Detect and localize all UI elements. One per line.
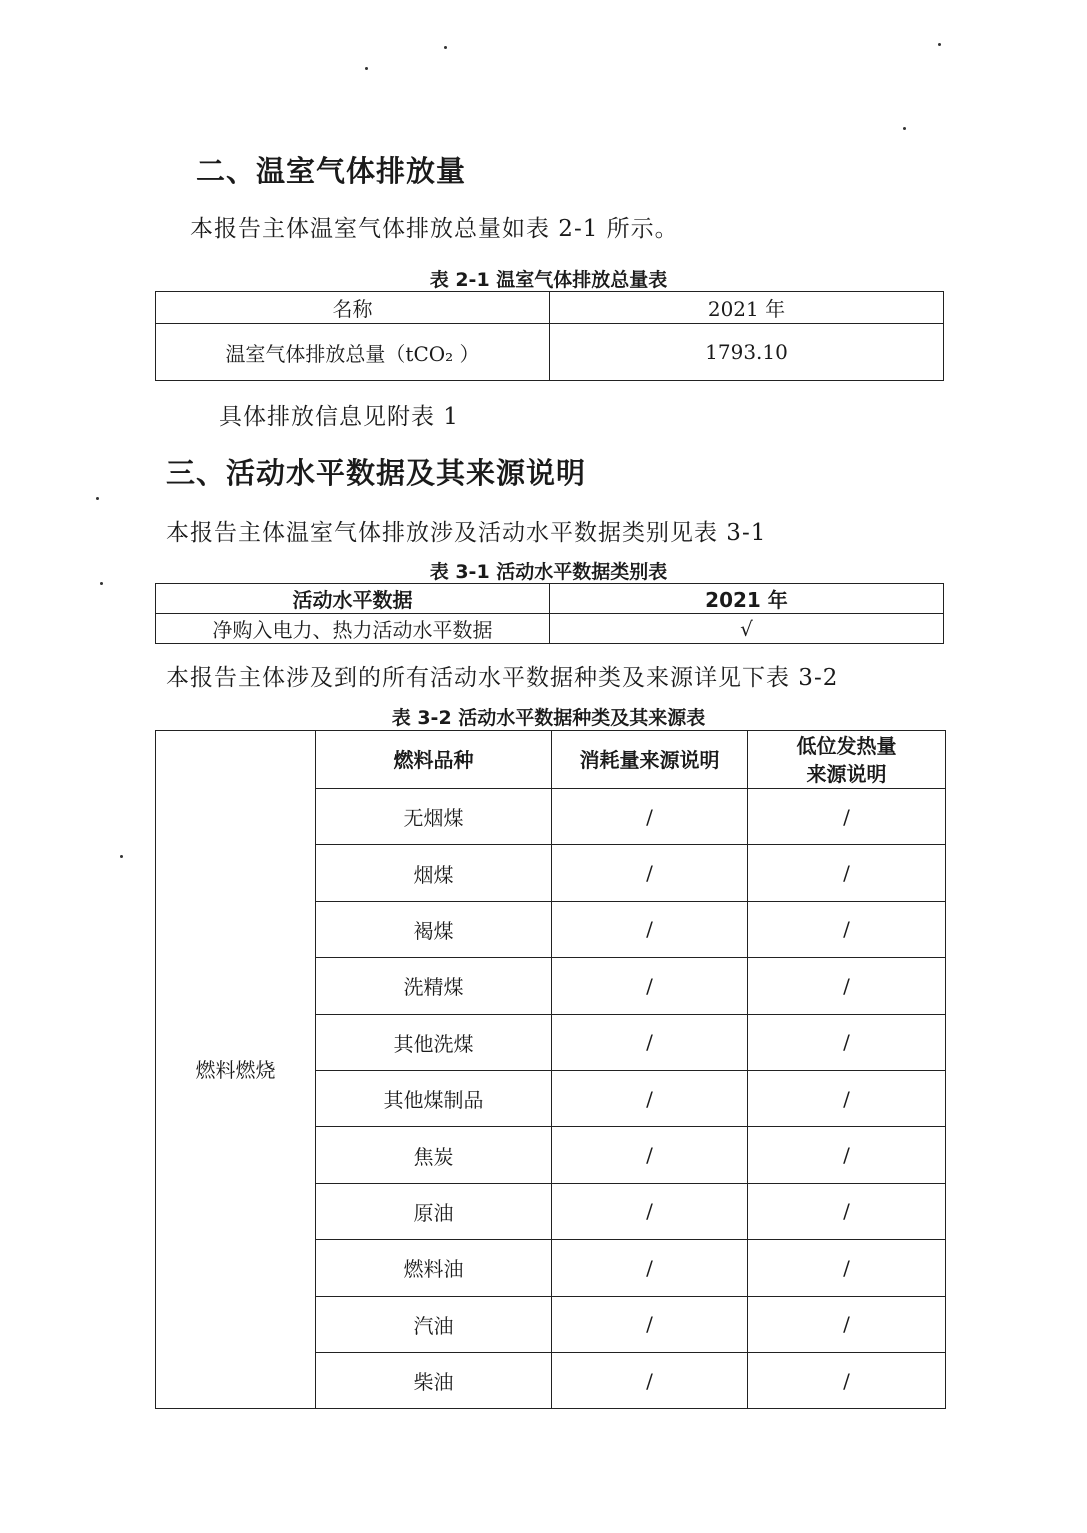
table-3-2-cell-heat: /	[748, 1240, 946, 1296]
table-2-1-row-value: 1793.10	[550, 324, 944, 381]
table-3-2-cell-fuel: 无烟煤	[316, 789, 552, 845]
table-3-1-row-check: √	[550, 614, 944, 644]
table-2-1	[155, 291, 944, 381]
speck	[96, 497, 99, 500]
table-3-2-cell-heat: /	[748, 1183, 946, 1239]
table-3-2-cell-fuel: 褐煤	[316, 901, 552, 957]
table-3-2-cell-heat: /	[748, 1296, 946, 1352]
table-3-1-header-year: 2021 年	[550, 584, 944, 614]
table-3-2-cell-heat: /	[748, 789, 946, 845]
table-3-2-cell-heat: /	[748, 845, 946, 901]
section-2-intro: 本报告主体温室气体排放总量如表 2-1 所示。	[190, 216, 679, 242]
table-3-2-cell-heat: /	[748, 1070, 946, 1126]
table-3-2-caption: 表 3-2 活动水平数据种类及其来源表	[391, 707, 706, 729]
table-3-2-cell-fuel: 洗精煤	[316, 958, 552, 1014]
table-3-2-cell-heat: /	[748, 1014, 946, 1070]
table-2-1-caption: 表 2-1 温室气体排放总量表	[429, 269, 668, 291]
table-3-2-cell-heat: /	[748, 901, 946, 957]
table-2-1-header-name: 名称	[156, 292, 550, 324]
table-3-2-cell-consumption: /	[552, 958, 748, 1014]
table-3-2-header-fuel: 燃料品种	[316, 731, 552, 789]
table-3-2-cell-consumption: /	[552, 1183, 748, 1239]
table-3-2-cell-consumption: /	[552, 789, 748, 845]
table-3-2-cell-fuel: 柴油	[316, 1352, 552, 1408]
speck	[444, 46, 447, 49]
speck	[938, 43, 941, 46]
table-3-2-group-label: 燃料燃烧	[156, 731, 316, 1409]
table-3-2-cell-consumption: /	[552, 1240, 748, 1296]
section-3-intro-2: 本报告主体涉及到的所有活动水平数据种类及来源详见下表 3-2	[166, 665, 839, 691]
table-3-2-cell-consumption: /	[552, 1014, 748, 1070]
table-2-1-header-year: 2021 年	[550, 292, 944, 324]
table-3-2-cell-fuel: 焦炭	[316, 1127, 552, 1183]
table-3-2-cell-fuel: 燃料油	[316, 1240, 552, 1296]
table-3-2-cell-consumption: /	[552, 1127, 748, 1183]
table-3-2-cell-fuel: 烟煤	[316, 845, 552, 901]
table-3-2-cell-fuel: 其他煤制品	[316, 1070, 552, 1126]
table-3-2-cell-heat: /	[748, 1352, 946, 1408]
table-3-2-header-heat-line1: 低位发热量	[796, 733, 897, 758]
table-3-2-cell-consumption: /	[552, 845, 748, 901]
table-3-1-caption: 表 3-1 活动水平数据类别表	[429, 561, 668, 583]
table-3-2-cell-consumption: /	[552, 1070, 748, 1126]
table-3-2-cell-consumption: /	[552, 1352, 748, 1408]
section-2-heading: 二、温室气体排放量	[196, 154, 467, 188]
table-3-1-row-label: 净购入电力、热力活动水平数据	[156, 614, 550, 644]
speck	[120, 855, 123, 858]
table-3-2-header-heat	[748, 731, 946, 789]
table-3-2-cell-fuel: 其他洗煤	[316, 1014, 552, 1070]
section-2-note: 具体排放信息见附表 1	[219, 404, 459, 430]
table-3-2-cell-fuel: 汽油	[316, 1296, 552, 1352]
section-3-intro: 本报告主体温室气体排放涉及活动水平数据类别见表 3-1	[166, 520, 767, 546]
table-3-2-header-consumption: 消耗量来源说明	[552, 731, 748, 789]
table-3-2-cell-consumption: /	[552, 1296, 748, 1352]
table-3-2-header-heat-line2: 来源说明	[806, 761, 887, 786]
table-3-1-header-data: 活动水平数据	[156, 584, 550, 614]
speck	[903, 127, 906, 130]
table-3-2-cell-heat: /	[748, 1127, 946, 1183]
table-3-1	[155, 583, 944, 644]
table-3-2-cell-consumption: /	[552, 901, 748, 957]
section-3-heading: 三、活动水平数据及其来源说明	[166, 456, 587, 490]
table-3-2-cell-heat: /	[748, 958, 946, 1014]
table-3-2-cell-fuel: 原油	[316, 1183, 552, 1239]
speck	[365, 67, 368, 70]
table-3-2	[155, 730, 946, 1409]
speck	[100, 582, 103, 585]
table-2-1-row-label: 温室气体排放总量（tCO₂ ）	[156, 324, 550, 381]
